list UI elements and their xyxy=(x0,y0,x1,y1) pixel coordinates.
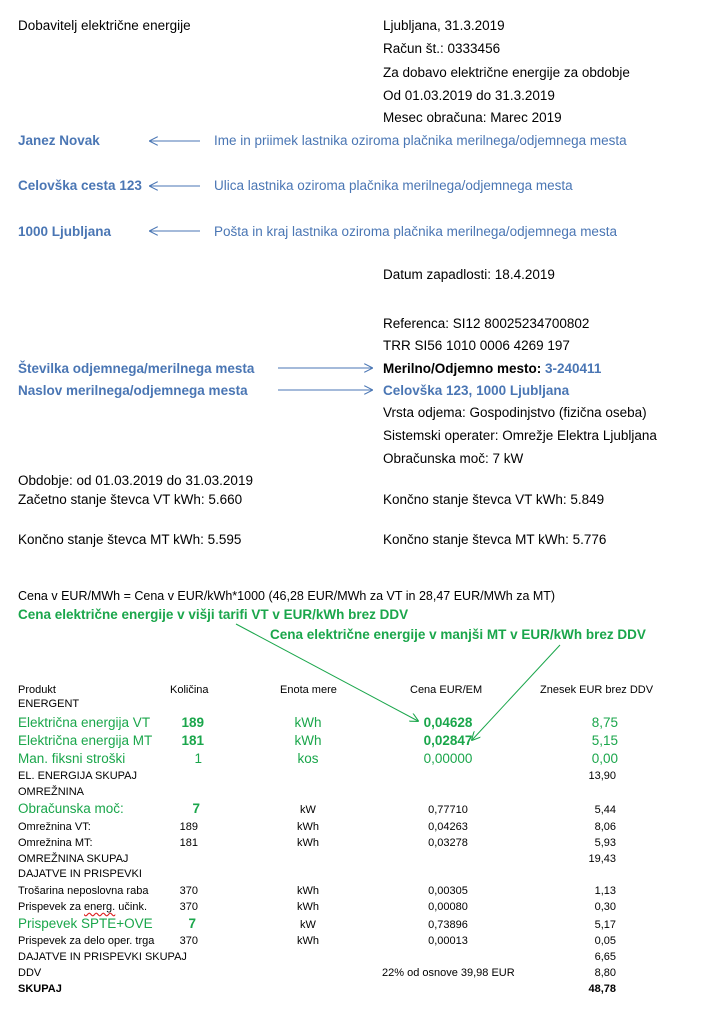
row-amount: 8,75 xyxy=(591,715,618,730)
row-unit: kWh xyxy=(297,885,319,897)
billing-month: Mesec obračuna: Marec 2019 xyxy=(383,110,562,125)
row-qty: 370 xyxy=(179,885,198,897)
network-total: 19,43 xyxy=(588,853,616,865)
row-qty: 7 xyxy=(192,801,200,816)
row-unit: kos xyxy=(297,751,319,766)
arrow-price-vt xyxy=(236,624,418,721)
price-note: Cena v EUR/MWh = Cena v EUR/kWh*1000 (46,28 EUR/MWh za VT in 28,47 EUR/MWh za MT) xyxy=(18,589,556,603)
energy-total: 13,90 xyxy=(588,770,616,782)
vat-basis: 22% od osnove 39,98 EUR xyxy=(382,967,515,979)
row-price: 0,00305 xyxy=(428,885,468,897)
system-operator: Sistemski operater: Omrežje Elektra Ljubljana xyxy=(383,428,657,443)
levies-total-label: DAJATVE IN PRISPEVKI SKUPAJ xyxy=(18,951,187,963)
row-unit: kWh xyxy=(297,935,319,947)
annotation-mt: Cena električne energije v manjši MT v EUR/kWh brez DDV xyxy=(270,627,646,642)
row-price: 0,02847 xyxy=(423,733,473,748)
row-product: Man. fiksni stroški xyxy=(18,751,126,766)
row-product-c: učink. xyxy=(115,901,148,913)
payment-trr: TRR SI56 1010 0006 4269 197 xyxy=(383,338,570,353)
meter-period: Obdobje: od 01.03.2019 do 31.03.2019 xyxy=(18,473,253,488)
energy-total-label: EL. ENERGIJA SKUPAJ xyxy=(18,770,138,782)
row-qty: 370 xyxy=(179,901,198,913)
row-product: Prispevek za delo oper. trga xyxy=(18,935,155,947)
due-date: Datum zapadlosti: 18.4.2019 xyxy=(383,267,555,282)
metering-point-label: Številka odjemnega/merilnega mesta xyxy=(18,361,255,376)
col-amount: Znesek EUR brez DDV xyxy=(540,684,654,696)
row-price: 0,03278 xyxy=(428,837,468,849)
row-qty: 181 xyxy=(181,733,204,748)
row-price: 0,00080 xyxy=(428,901,468,913)
row-product xyxy=(18,900,147,914)
row-qty: 370 xyxy=(179,935,198,947)
section-levies: DAJATVE IN PRISPEVKI xyxy=(18,868,142,880)
row-price: 0,04263 xyxy=(428,821,468,833)
row-amount: 0,05 xyxy=(594,935,616,947)
col-price: Cena EUR/EM xyxy=(410,684,483,696)
supply-for-label: Za dobavo električne energije za obdobje xyxy=(383,65,630,80)
levies-total: 6,65 xyxy=(594,951,616,963)
row-product: Omrežnina VT: xyxy=(18,821,91,833)
section-energent: ENERGENT xyxy=(18,698,80,710)
supplier-name: Dobavitelj električne energije xyxy=(18,18,191,33)
row-amount: 8,06 xyxy=(594,821,616,833)
row-price: 0,77710 xyxy=(428,804,468,816)
customer-post: 1000 Ljubljana xyxy=(18,224,112,239)
col-unit: Enota mere xyxy=(280,684,337,696)
meter-mt-end: Končno stanje števca MT kWh: 5.776 xyxy=(383,532,607,547)
row-product: Električna energija VT xyxy=(18,715,151,730)
invoice-city-date: Ljubljana, 31.3.2019 xyxy=(383,18,505,33)
invoice-number: Račun št.: 0333456 xyxy=(383,41,501,56)
row-price: 0,00000 xyxy=(423,751,473,766)
customer-name: Janez Novak xyxy=(18,133,100,148)
vat-amount: 8,80 xyxy=(594,967,616,979)
metering-address-label: Naslov merilnega/odjemnega mesta xyxy=(18,383,248,398)
row-unit: kWh xyxy=(297,837,319,849)
row-amount: 5,17 xyxy=(594,919,616,931)
row-amount: 5,15 xyxy=(591,733,618,748)
payment-reference: Referenca: SI12 80025234700802 xyxy=(383,316,590,331)
row-product: Prispevek SPTE+OVE xyxy=(18,916,153,931)
section-network: OMREŽNINA xyxy=(18,786,84,798)
grand-total: 48,78 xyxy=(588,983,616,995)
row-qty: 7 xyxy=(188,916,196,931)
row-unit: kW xyxy=(300,804,316,816)
meter-vt-end: Končno stanje števca VT kWh: 5.849 xyxy=(383,492,605,507)
row-product-b: energ. xyxy=(84,901,116,913)
customer-post-note: Pošta in kraj lastnika oziroma plačnika merilnega/odjemnega mesta xyxy=(214,224,617,239)
row-qty: 1 xyxy=(194,751,202,766)
row-qty: 181 xyxy=(179,837,198,849)
customer-street-note: Ulica lastnika oziroma plačnika merilnega/odjemnega mesta xyxy=(214,178,573,193)
row-unit: kWh xyxy=(297,901,319,913)
col-quantity: Količina xyxy=(170,684,209,696)
row-unit: kW xyxy=(300,919,316,931)
customer-name-note: Ime in priimek lastnika oziroma plačnika merilnega/odjemnega mesta xyxy=(214,133,627,148)
row-amount: 1,13 xyxy=(594,885,616,897)
row-product: Trošarina neposlovna raba xyxy=(18,885,149,897)
row-amount: 0,00 xyxy=(591,751,618,766)
row-qty: 189 xyxy=(179,821,198,833)
row-product: Električna energija MT xyxy=(18,733,153,748)
row-amount: 5,44 xyxy=(594,804,616,816)
metering-point-caption: Merilno/Odjemno mesto: xyxy=(383,361,546,376)
row-qty: 189 xyxy=(181,715,204,730)
col-product: Produkt xyxy=(18,684,56,696)
row-unit: kWh xyxy=(294,715,322,730)
row-unit: kWh xyxy=(294,733,322,748)
network-total-label: OMREŽNINA SKUPAJ xyxy=(18,853,129,865)
meter-mt-start: Končno stanje števca MT kWh: 5.595 xyxy=(18,532,242,547)
meter-vt-start: Začetno stanje števca VT kWh: 5.660 xyxy=(18,492,243,507)
customer-street: Celovška cesta 123 xyxy=(18,178,142,193)
row-amount: 5,93 xyxy=(594,837,616,849)
metering-address: Celovška 123, 1000 Ljubljana xyxy=(383,383,570,398)
row-price: 0,04628 xyxy=(423,715,473,730)
row-price: 0,73896 xyxy=(428,919,468,931)
row-amount: 0,30 xyxy=(594,901,616,913)
row-product-a: Prispevek za xyxy=(18,901,85,913)
annotation-vt: Cena električne energije v višji tarifi VT v EUR/kWh brez DDV xyxy=(18,607,409,622)
billing-power: Obračunska moč: 7 kW xyxy=(383,451,524,466)
invoice-period: Od 01.03.2019 do 31.3.2019 xyxy=(383,88,555,103)
row-unit: kWh xyxy=(297,821,319,833)
grand-total-label: SKUPAJ xyxy=(18,983,62,995)
metering-point-number: 3-240411 xyxy=(545,361,602,376)
row-product: Omrežnina MT: xyxy=(18,837,93,849)
row-product: Obračunska moč: xyxy=(18,801,124,816)
consumption-type: Vrsta odjema: Gospodinjstvo (fizična oseba) xyxy=(383,405,647,420)
vat-label: DDV xyxy=(18,967,42,979)
row-price: 0,00013 xyxy=(428,935,468,947)
